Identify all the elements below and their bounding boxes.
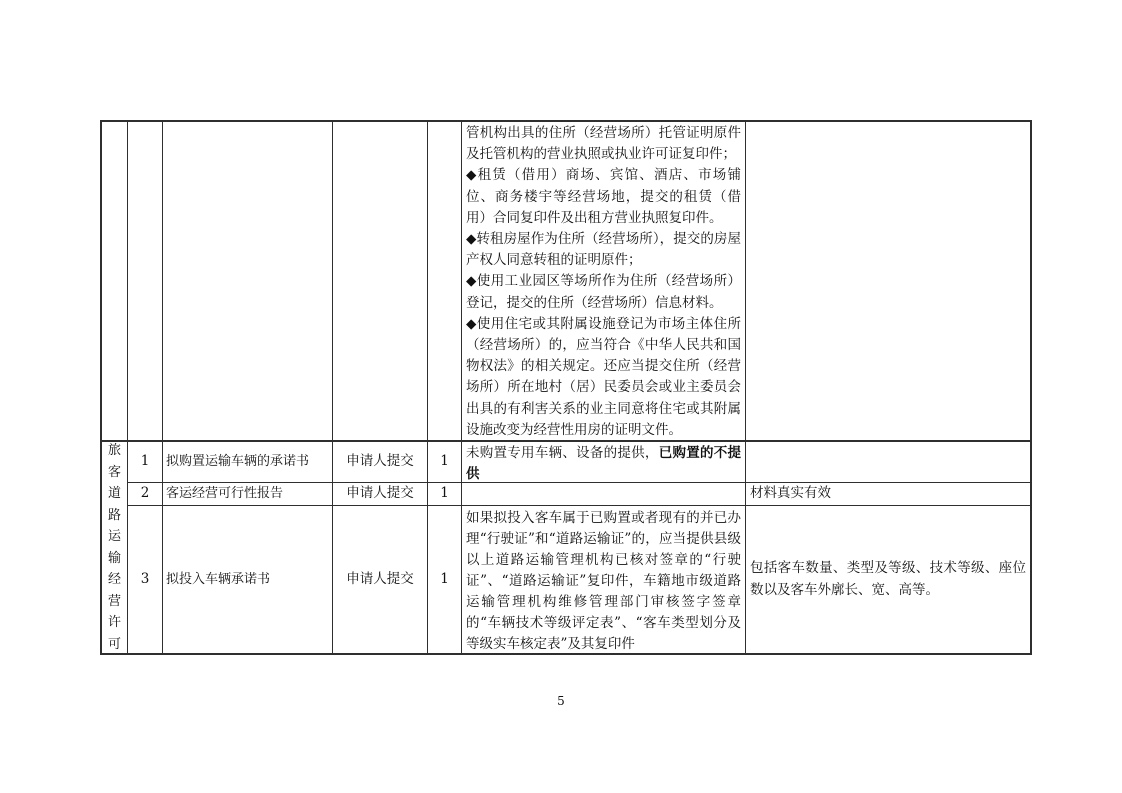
cell-requirements [746, 506, 1030, 653]
note-text: 未购置专用车辆、设备的提供， [466, 445, 659, 461]
cell-count: 1 [428, 483, 462, 506]
category-label: 旅客道路运输经营许可 [107, 443, 121, 652]
cell-notes [462, 483, 746, 506]
cell-seq: 2 [128, 483, 163, 506]
note-paragraph: 管机构出具的住所（经营场所）托管证明原件及托管机构的营业执照或执业许可证复印件； [466, 125, 741, 163]
cell-material-name: 拟购置运输车辆的承诺书 [163, 442, 333, 483]
cell-notes-continuation [462, 122, 746, 440]
cell-material-name: 拟投入车辆承诺书 [163, 506, 333, 653]
requirement-text: 包括客车数量、类型及等级、技术等级、座位数以及客车外廓长、宽、高等。 [750, 560, 1026, 598]
cell-notes: 如果拟投入客车属于已购置或者现有的并已办理“行驶证”和“道路运输证”的，应当提供县级以上道路运输管理机构已核对签章的“行驶证”、“道路运输证”复印件，车籍地市级道路运输管理机构维修管理部门审核签字签章的“车辆技术等级评定表”、“客车类型划分及等级实车核定表”及其复印件 [462, 506, 746, 653]
cell-category-empty [102, 122, 128, 440]
cell-requirements: 材料真实有效 [746, 483, 1030, 506]
cell-material-name: 客运经营可行性报告 [163, 483, 333, 506]
cell-submitter: 申请人提交 [333, 506, 428, 653]
cell-material-name-empty [163, 122, 333, 440]
cell-requirements [746, 442, 1030, 483]
cell-requirements-empty [746, 122, 1030, 440]
cell-seq: 3 [128, 506, 163, 653]
cell-category-label [102, 442, 128, 653]
note-paragraph: ◆转租房屋作为住所（经营场所），提交的房屋产权人同意转租的证明原件； [466, 231, 741, 269]
cell-submitter: 申请人提交 [333, 483, 428, 506]
note-paragraph: ◆使用住宅或其附属设施登记为市场主体住所（经营场所）的，应当符合《中华人民共和国物权法》的相关规定。还应当提交住所（经营场所）所在地村（居）民委员会或业主委员会出具的有利害关系的业主同意将住宅或其附属设施改变为经营性用房的证明文件。 [466, 315, 741, 438]
cell-count: 1 [428, 442, 462, 483]
note-text-bold: 已购置的不提供 [466, 445, 742, 482]
cell-submitter: 申请人提交 [333, 442, 428, 483]
cell-notes [462, 442, 746, 483]
note-paragraph: ◆租赁（借用）商场、宾馆、酒店、市场铺位、商务楼宇等经营场地，提交的租赁（借用）合同复印件及出租方营业执照复印件。 [466, 167, 741, 226]
cell-seq: 1 [128, 442, 163, 483]
cell-count: 1 [428, 506, 462, 653]
cell-submitter-empty [333, 122, 428, 440]
table-continuation [100, 120, 1032, 440]
cell-seq-empty [128, 122, 163, 440]
note-paragraph: ◆使用工业园区等场所作为住所（经营场所）登记，提交的住所（经营场所）信息材料。 [466, 273, 741, 311]
cell-count-empty [428, 122, 462, 440]
page-number: 5 [557, 694, 565, 708]
table-items [100, 440, 1032, 655]
